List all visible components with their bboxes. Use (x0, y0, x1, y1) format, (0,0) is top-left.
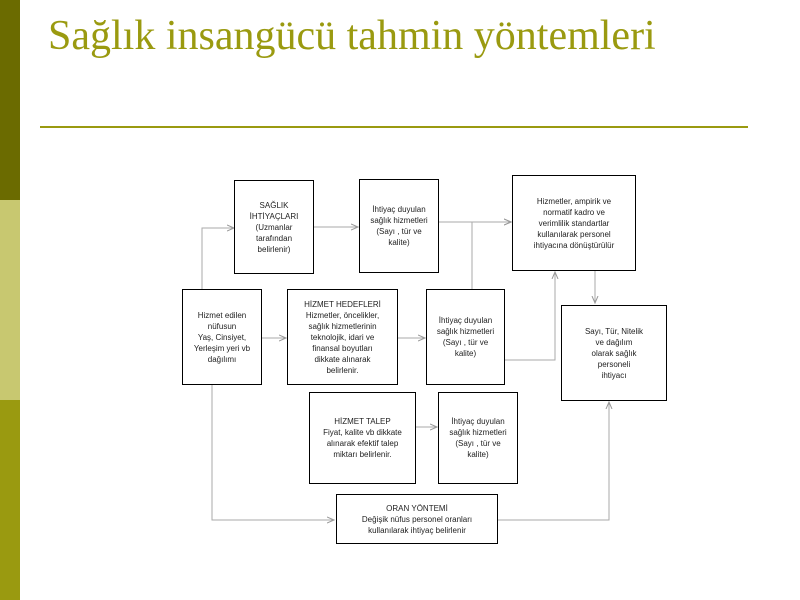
node-text-line: İHTİYAÇLARI (249, 211, 299, 221)
node-text (370, 204, 427, 248)
node-ihtiyac-duyulan-2 (426, 289, 505, 385)
node-text (449, 416, 506, 460)
node-hizmet-talep (309, 392, 416, 484)
node-text (323, 416, 402, 460)
node-text-line: Hizmetler, ampirik ve (536, 196, 612, 206)
node-text-line: Değişik nüfus personel oranları (361, 514, 473, 524)
node-text-line: sağlık hizmetleri (370, 216, 428, 225)
node-text-line: HİZMET HEDEFLERİ (304, 299, 381, 309)
node-text-line: İhtiyaç duyulan (438, 316, 493, 325)
node-text-line: Yerleşim yeri vb (193, 343, 251, 353)
node-text-line: Yaş, Cinsiyet, (197, 332, 247, 342)
node-text-line: ihtiyacına dönüştürülür (533, 240, 615, 250)
node-text-line: alınarak efektif talep (326, 439, 399, 448)
connector-nufus-to-saglik (202, 228, 234, 290)
node-text-line: İhtiyaç duyulan (372, 205, 426, 214)
node-oran-yontemi (336, 494, 498, 544)
node-text-line: Sayı, Tür, Nitelik (584, 326, 644, 336)
node-text-line: olarak sağlık (591, 348, 637, 358)
node-text-line: personeli (597, 359, 631, 369)
node-text-line: dikkate alınarak (314, 354, 371, 364)
node-saglik-ihtiyaclari (234, 180, 314, 274)
node-text-line: tarafından (255, 233, 293, 243)
node-text-line: kalite) (454, 349, 477, 358)
node-text (362, 503, 472, 536)
connector-ihtiyac2-to-donusturme (472, 222, 511, 290)
node-text (250, 200, 299, 255)
node-text-line: (Sayı , tür ve (455, 439, 501, 448)
node-text (534, 196, 615, 251)
node-text-line: finansal boyutları (312, 343, 373, 353)
node-text (304, 299, 381, 376)
node-text-line: sağlık hizmetleri (449, 428, 507, 437)
node-text-line: SAĞLIK (259, 200, 289, 210)
node-text-line: Fiyat, kalite vb dikkate (323, 428, 402, 437)
node-text (194, 310, 250, 365)
node-text-line: (Sayı , tür ve (376, 227, 422, 236)
node-text-line: kullanılarak personel (537, 229, 611, 239)
slide-title: Sağlık insangücü tahmin yöntemleri (48, 13, 656, 59)
node-text-line: (Uzmanlar (255, 222, 293, 232)
node-text-line: (Sayı , tür ve (442, 338, 489, 347)
node-nufus (182, 289, 262, 385)
node-hizmet-hedefleri (287, 289, 398, 385)
node-text-line: belirlenir. (326, 365, 359, 375)
node-text-line: nüfusun (207, 321, 237, 331)
node-text (585, 326, 643, 381)
node-ihtiyac-duyulan-1 (359, 179, 439, 273)
node-text-line: İhtiyaç duyulan (451, 417, 505, 426)
node-text-line: kullanılarak ihtiyaç belirlenir (368, 525, 466, 535)
node-text-line: Hizmetler, öncelikler, (305, 310, 380, 320)
node-text-line: ihtiyacı (601, 370, 627, 380)
node-personel-ihtiyaci (561, 305, 667, 401)
node-text-line: Hizmet edilen (197, 310, 247, 320)
node-text-line: teknolojik, idari ve (310, 332, 375, 342)
node-text-line: ve dağılım (595, 337, 633, 347)
node-ihtiyac-duyulan-3 (438, 392, 518, 484)
node-text-line: belirlenir) (257, 244, 291, 254)
node-text-line: verimlilik standartlar (538, 218, 610, 228)
connector-ihtiyac3-to-donusturme (505, 272, 555, 360)
node-text-line: ORAN YÖNTEMİ (386, 503, 448, 513)
node-text-line: kalite) (388, 238, 410, 247)
node-text-line: sağlık hizmetlerinin (308, 321, 377, 331)
node-text (437, 315, 494, 359)
node-text-line: sağlık hizmetleri (436, 327, 495, 336)
node-text-line: normatif kadro ve (543, 207, 605, 217)
node-text-line: dağılımı (207, 354, 237, 364)
node-text-line: miktarı belirlenir. (333, 450, 392, 459)
node-text-line: HİZMET TALEP (334, 417, 391, 426)
node-donusturme (512, 175, 636, 271)
node-text-line: kalite) (467, 450, 489, 459)
